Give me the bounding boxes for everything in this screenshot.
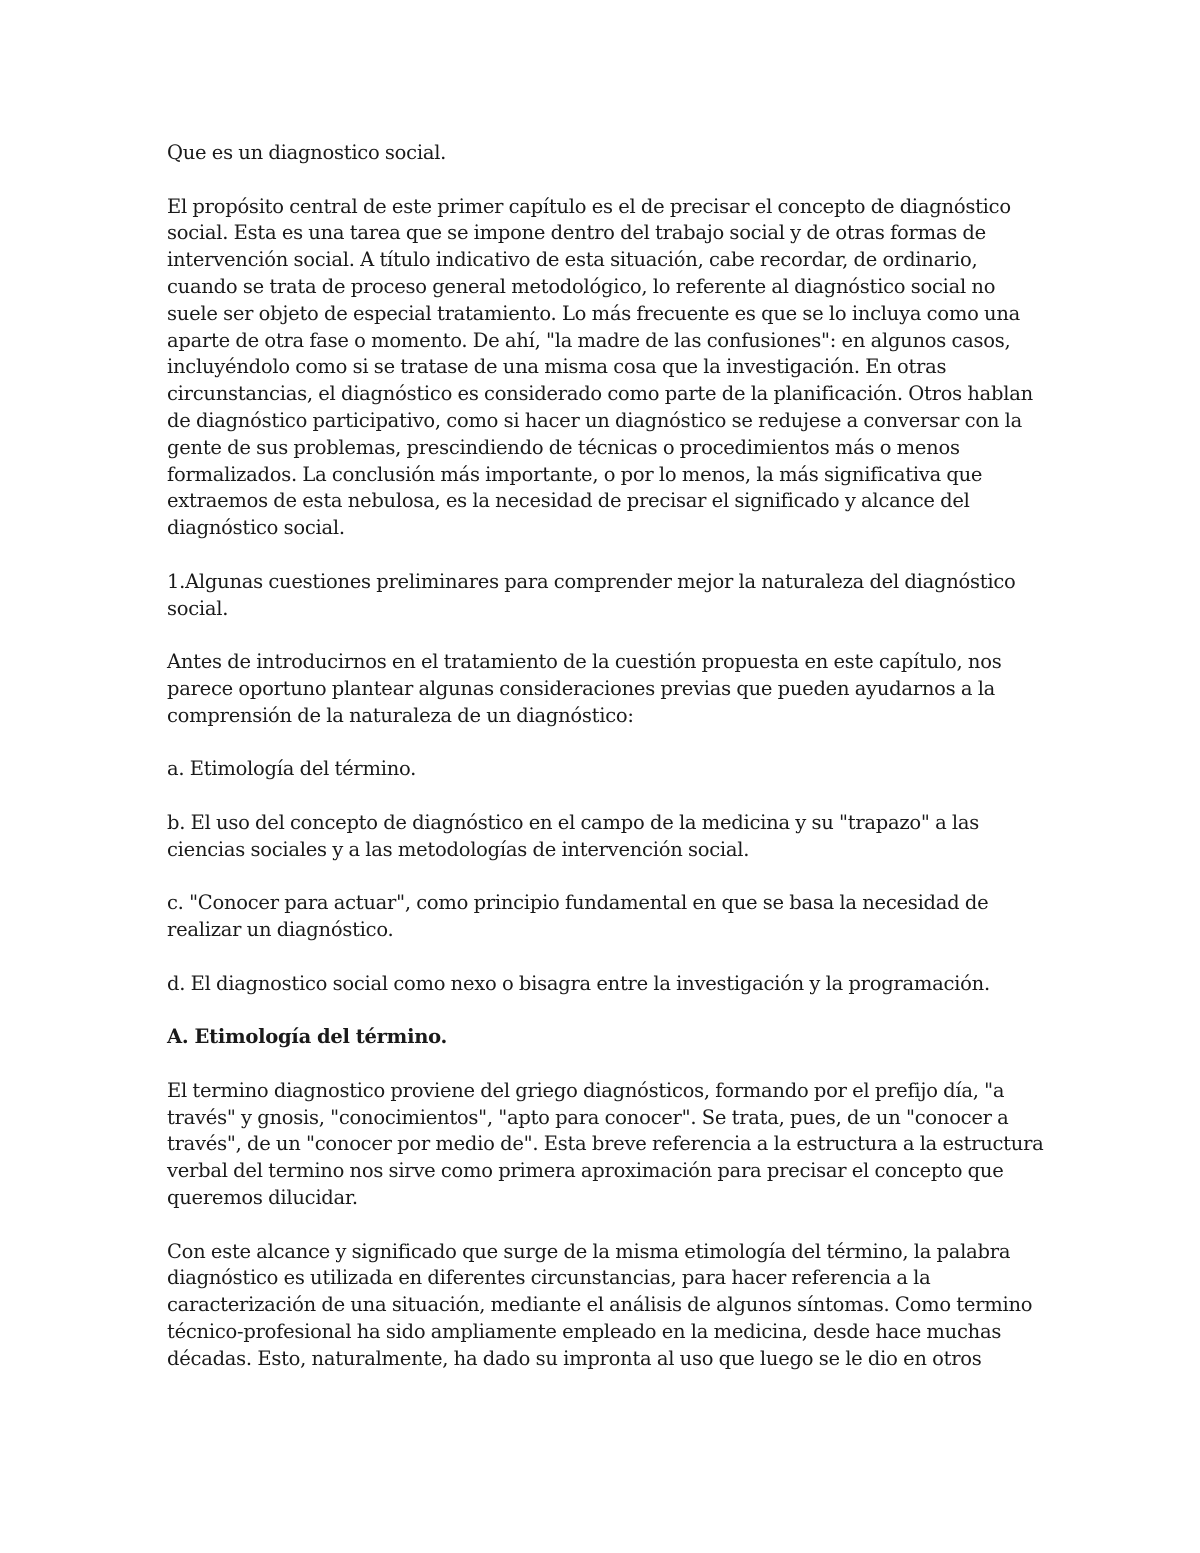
section-a-paragraph-1: El termino diagnostico proviene del griego diagnósticos, formando por el prefijo día, "a través" y gnosis, "conocimientos", "apto para conocer". Se trata, pues, de un "conocer a través", de un "conocer por medio de". Esta breve referencia a la estructura a la estructura verbal del termino nos sirve como primera aproximación para precisar el concepto que queremos dilucidar.: [167, 1078, 1044, 1210]
section-1-heading: 1.Algunas cuestiones preliminares para comprender mejor la naturaleza del diagnóstico social.: [167, 569, 1016, 620]
document-body: [167, 140, 1047, 1399]
list-item-d: d. El diagnostico social como nexo o bisagra entre la investigación y la programación.: [167, 971, 990, 995]
list-item-c: c. "Conocer para actuar", como principio fundamental en que se basa la necesidad de realizar un diagnóstico.: [167, 891, 989, 942]
document-title: Que es un diagnostico social.: [167, 141, 447, 164]
list-item-a: a. Etimología del término.: [167, 757, 417, 781]
section-a-paragraph-2: Con este alcance y significado que surge de la misma etimología del término, la palabra diagnóstico es utilizada en diferentes circunstancias, para hacer referencia a la caracterización de una situación, mediante el análisis de algunos síntomas. Como termino técnico-profesional ha sido ampliamente empleado en la medicina, desde hace muchas décadas. Esto, naturalmente, ha dado su impronta al uso que luego se le dio en otros: [167, 1239, 1033, 1370]
section-a-heading: A. Etimología del término.: [167, 1025, 448, 1049]
intro-paragraph: El propósito central de este primer capítulo es el de precisar el concepto de diagnóstico social. Esta es una tarea que se impone dentro del trabajo social y de otras formas de intervención social. A título indicativo de esta situación, cabe recordar, de ordinario, cuando se trata de proceso general metodológico, lo referente al diagnóstico social no suele ser objeto de especial tratamiento. Lo más frecuente es que se lo incluya como una aparte de otra fase o momento. De ahí, "la madre de las confusiones": en algunos casos, incluyéndolo como si se tratase de una misma cosa que la investigación. En otras circunstancias, el diagnóstico es considerado como parte de la planificación. Otros hablan de diagnóstico participativo, como si hacer un diagnóstico se redujese a conversar con la gente de sus problemas, prescindiendo de técnicas o procedimientos más o menos formalizados. La conclusión más importante, o por lo menos, la más significativa que extraemos de esta nebulosa, es la necesidad de precisar el significado y alcance del diagnóstico social.: [167, 194, 1033, 540]
section-1-intro: Antes de introducirnos en el tratamiento de la cuestión propuesta en este capítulo, nos parece oportuno plantear algunas consideraciones previas que pueden ayudarnos a la comprensión de la naturaleza de un diagnóstico:: [167, 650, 1002, 727]
list-item-b: b. El uso del concepto de diagnóstico en el campo de la medicina y su "trapazo" a las ciencias sociales y a las metodologías de intervención social.: [167, 810, 980, 861]
